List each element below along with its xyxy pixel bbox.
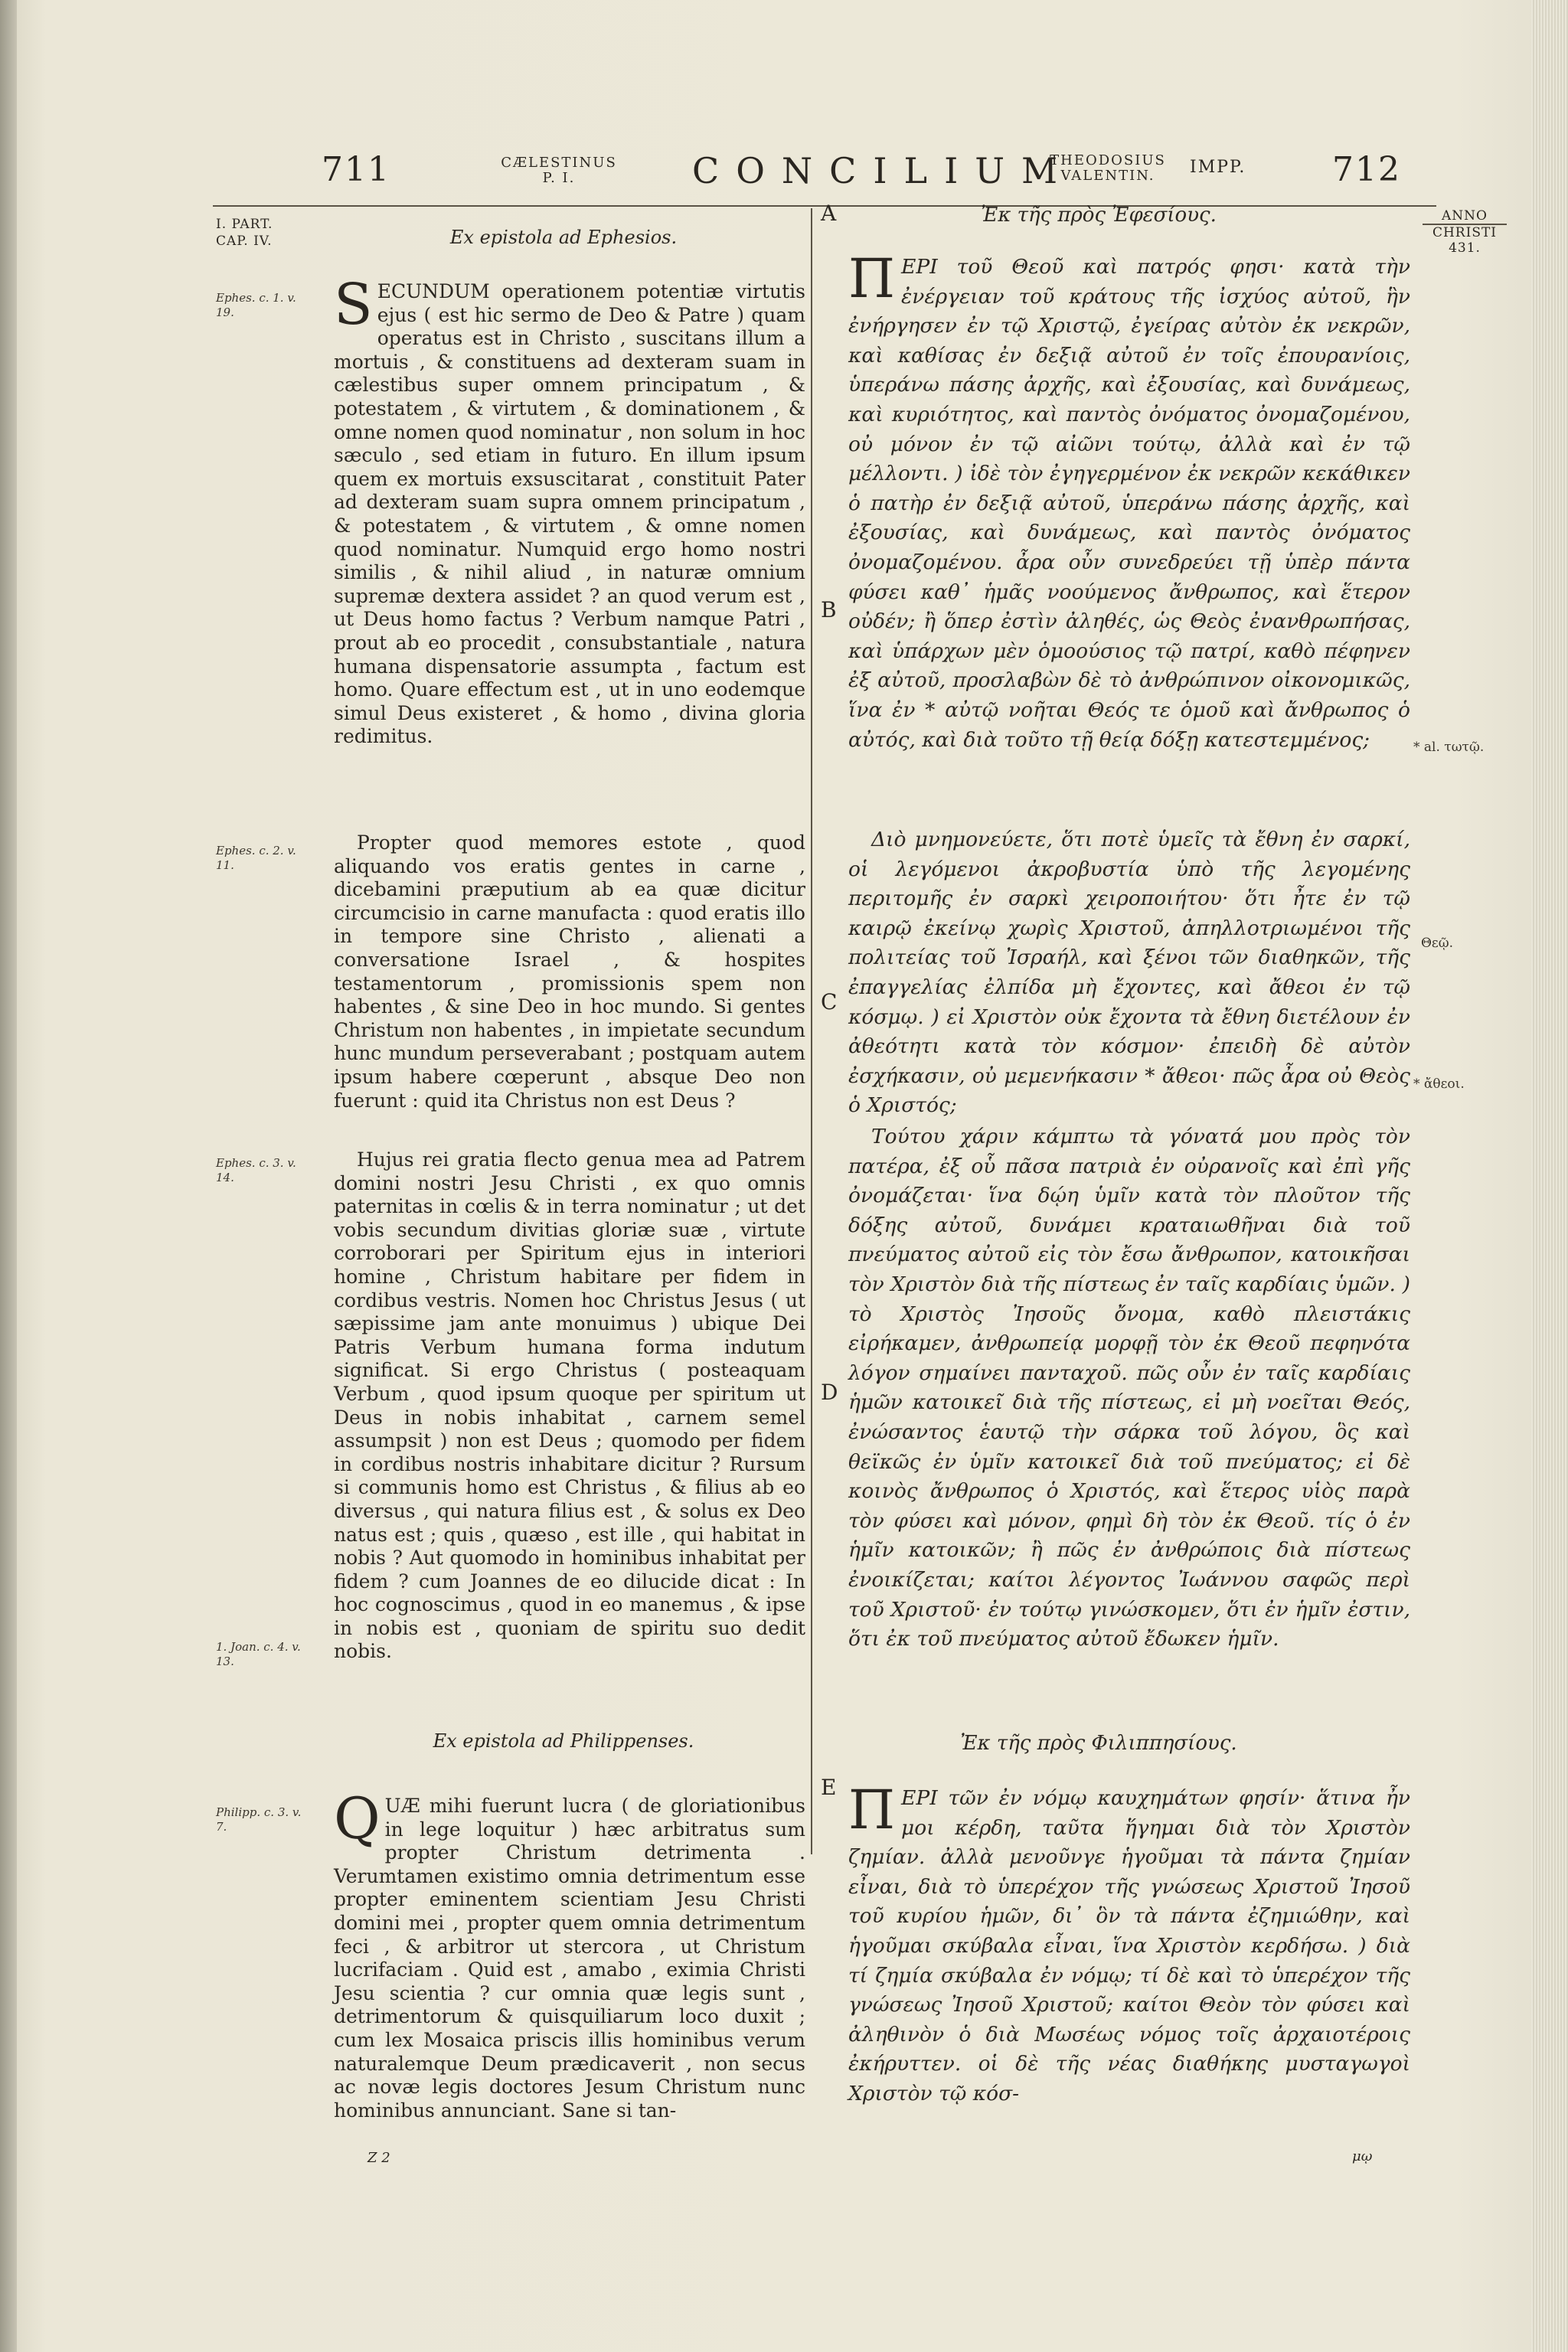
margin-note-ephes-2: Ephes. c. 2. v. 11. [216, 844, 296, 872]
margin-note-philipp: Philipp. c. 3. v. 7. [216, 1805, 302, 1834]
variant-note-1: * al. τωτῷ. [1413, 740, 1485, 755]
margin-note-ephes-1: Ephes. c. 1. v. 19. [216, 291, 296, 319]
valentin-label: VALENTIN. [1060, 168, 1155, 184]
chapter-label: CAP. IV. [216, 234, 273, 249]
greek-text-1: ΕΡΙ τοῦ Θεοῦ καὶ πατρός φησι· κατὰ τὴν ἐνέργειαν τοῦ κράτους τῆς ἰσχύος αὐτοῦ, ἣν ἐνήργησεν ἐν τῷ Χριστῷ, ἐγείρας αὐτὸν ἐκ νεκρῶν, καὶ καθίσας ἐν δεξιᾷ αὐτοῦ ἐν τοῖς ἐπουρανίοις, ὑπεράνω πάσης ἀρχῆς, καὶ ἐξουσίας, καὶ δυνάμεως, καὶ κυριότητος, καὶ παντὸς ὀνόματος ὀνομαζομένου, οὐ μόνον ἐν τῷ αἰῶνι τούτῳ, ἀλλὰ καὶ ἐν τῷ μέλλοντι. ) ἰδὲ τὸν ἐγηγερμένον ἐκ νεκρῶν κεκάθικεν ὁ πατὴρ ἐν δεξιᾷ αὐτοῦ, ὑπεράνω πάσης ἀρχῆς, καὶ ἐξουσίας, καὶ δυνάμεως, καὶ παντὸς ὀνόματος ὀνομαζομένου. ἆρα οὖν συνεδρεύει τῇ ὑπὲρ πάντα φύσει καθ᾽ ἡμᾶς νοούμενος ἄνθρωπος, καὶ ἕτερον οὐδέν; ἢ ὅπερ ἐστὶν ἀληθές, ὡς Θεὸς ἐνανθρωπήσας, καὶ ὑπάρχων μὲν ὁμοούσιος τῷ πατρί, καθὸ πέφηνεν ἐξ αὐτοῦ, προσλαβὼν δὲ τὸ ἀνθρώπινον οἰκονομικῶς, ἵνα ἐν * αὐτῷ νοῆται Θεός τε ὁμοῦ καὶ ἄνθρωπος ὁ αὐτός, καὶ διὰ τοῦτο τῇ θείᾳ δόξῃ κατεστεμμένος; [848, 255, 1410, 752]
latin-paragraph-3 [334, 1148, 805, 1664]
page-edges [1531, 0, 1568, 2352]
variant-note-2: Θεῷ. [1421, 936, 1454, 951]
latin-catchword: Z 2 [368, 2150, 390, 2166]
latin-text-3: Hujus rei gratia flecto genua mea ad Patrem domini nostri Jesu Christi , ex quo omnis paternitas in cœlis & in terra nominatur ; ut det vobis secundum divitias gloriæ suæ , virtute corroborari per Spiritum ejus in interiori homine , Christum habitare per fidem in cordibus vestris. Nomen hoc Christus Jesus ( ut sæpissime jam ante monuimus ) ubique Dei Patris Verbum humana forma indutum significat. Si ergo Christus ( posteaquam Verbum , quod ipsum quoque per spiritum ut Deus in nobis inhabitat , carnem semel assumpsit ) non est Deus ; quomodo per fidem in cordibus nostris inhabitare dicitur ? Rursum si communis homo est Christus , & filius ab eo diversus , qui natura filius est , & solus ex Deo natus est ; quis , quæso , est ille , qui habitat in nobis ? Aut quomodo in hominibus inhabitat per fidem ? cum Joannes de eo dilucide dicat : In hoc cognoscimus , quod in eo manemus , & ipse in nobis est , quoniam de spiritu suo dedit nobis. [334, 1148, 805, 1663]
greek-paragraph-1 [848, 247, 1410, 755]
latin-text-1: ECUNDUM operationem potentiæ virtutis ejus ( est hic sermo de Deo & Patre ) quam operatus est in Christo , suscitans illum a mortuis , & constituens ad dexteram suam in cælestibus super omnem principatum , & potestatem , & virtutem , & dominationem , & omne nomen quod nominatur , non solum in hoc sæculo , sed etiam in futuro. En illum ipsum quem ex mortuis exsuscitarat , constituit Pater ad dexteram suam supra omnem principatum , & potestatem , & virtutem , & omne nomen quod nominatur. Numquid ergo homo nostri similis , & nihil aliud , in naturæ omnium supremæ dextera assidet ? an quod verum est , ut Deus homo factus ? Verbum namque Patri , prout ab eo procedit , consubstantiale , natura humana dispensatorie assumpta , factum est homo. Quare effectum est , ut in uno eodemque simul Deus existeret , & homo , divina gloria redimitus. [334, 280, 805, 748]
greek-paragraph-3 [848, 1122, 1410, 1655]
greek-catchword: μῳ [1352, 2148, 1373, 2164]
book-spine [0, 0, 17, 2352]
theodosius-label: THEODOSIUS [1050, 152, 1166, 168]
christi-label: CHRISTI [1432, 225, 1498, 240]
anno-label: ANNO [1423, 208, 1507, 225]
greek-section-title-philippenses: Ἐκ τῆς πρὸς Φιλιππησίους. [960, 1732, 1237, 1755]
greek-paragraph-2 [848, 825, 1410, 1121]
page-title: CONCILIUM [692, 150, 1075, 191]
greek-section-title-ephesios: Ἐκ τῆς πρὸς Ἐφεσίους. [981, 204, 1217, 227]
section-letter-a: A [821, 201, 837, 226]
latin-dropcap-2: Q [334, 1786, 381, 1852]
section-letter-e: E [821, 1775, 837, 1800]
latin-text-2: Propter quod memores estote , quod aliquando vos eratis gentes in carne , dicebamini præputium ab ea quæ dicitur circumcisio in carne manufacta : quod eratis illo in tempore sine Christo , alienati a conversatione Israel , & hospites testamentorum , promissionis spem non habentes , & sine Deo in hoc mundo. Si gentes Christum non habentes , in impietate secundum hunc mundum perseverabant ; postquam autem ipsum habere cœperunt , absque Deo non fuerunt : quid ita Christus non est Deus ? [334, 831, 805, 1112]
margin-note-joan: 1. Joan. c. 4. v. 13. [216, 1640, 301, 1668]
greek-text-2: Διὸ μνημονεύετε, ὅτι ποτὲ ὑμεῖς τὰ ἔθνη ἐν σαρκί, οἱ λεγόμενοι ἀκροβυστία ὑπὸ τῆς λεγομένης περιτομῆς ἐν σαρκὶ χειροποιήτου· ὅτι ἦτε ἐν τῷ καιρῷ ἐκείνῳ χωρὶς Χριστοῦ, ἀπηλλοτριωμένοι τῆς πολιτείας τοῦ Ἰσραήλ, καὶ ξένοι τῶν διαθηκῶν, τῆς ἐπαγγελίας ἐλπίδα μὴ ἔχοντες, καὶ ἄθεοι ἐν τῷ κόσμῳ. ) εἰ Χριστὸν οὐκ ἔχοντα τὰ ἔθνη διετέλουν ἐν ἀθεότητι κατὰ τὸν κόσμον· ἐπειδὴ δὲ αὐτὸν ἐσχήκασιν, οὐ μεμενήκασιν * ἄθεοι· πῶς ἆρα οὐ Θεὸς ὁ Χριστός; [848, 828, 1410, 1118]
celestinus-sub: P. I. [542, 170, 576, 186]
header-theodosius [1035, 153, 1181, 184]
column-divider [811, 208, 812, 1854]
section-letter-c: C [821, 989, 838, 1014]
greek-dropcap-2: Π [848, 1779, 896, 1841]
latin-dropcap-1: S [334, 272, 373, 338]
latin-paragraph-1 [334, 272, 805, 749]
latin-paragraph-2 [334, 831, 805, 1112]
section-letter-b: B [821, 597, 837, 622]
greek-paragraph-4 [848, 1779, 1410, 2109]
latin-section-title-ephesios: Ex epistola ad Ephesios. [449, 227, 678, 248]
section-letter-d: D [821, 1380, 838, 1405]
part-chapter [216, 216, 273, 250]
latin-section-title-philippenses: Ex epistola ad Philippenses. [433, 1730, 694, 1752]
anno-christi [1423, 208, 1507, 256]
impp-label: IMPP. [1190, 158, 1246, 177]
greek-dropcap-1: Π [848, 247, 896, 310]
header-celestinus [490, 155, 628, 186]
variant-note-3: * ἄθεοι. [1413, 1076, 1465, 1092]
greek-text-4: ΕΡΙ τῶν ἐν νόμῳ καυχημάτων φησίν· ἅτινα ἦν μοι κέρδη, ταῦτα ἥγημαι διὰ τὸν Χριστὸν ζημίαν. ἀλλὰ μενοῦνγε ἡγοῦμαι τὰ πάντα ζημίαν εἶναι, διὰ τὸ ὑπερέχον τῆς γνώσεως Χριστοῦ Ἰησοῦ τοῦ κυρίου ἡμῶν, δι᾽ ὃν τὰ πάντα ἐζημιώθην, καὶ ἡγοῦμαι σκύβαλα εἶναι, ἵνα Χριστὸν κερδήσω. ) διὰ τί ζημία σκύβαλα ἐν νόμῳ; τί δὲ καὶ τὸ ὑπερέχον τῆς γνώσεως Ἰησοῦ Χριστοῦ; καίτοι Θεὸν τὸν φύσει καὶ ἀληθινὸν ὁ διὰ Μωσέως νόμος τοῖς ἀρχαιοτέροις ἐκήρυττεν. οἱ δὲ τῆς νέας διαθήκης μυσταγωγοὶ Χριστὸν τῷ κόσ- [848, 1786, 1410, 2105]
page-number-right: 712 [1332, 150, 1401, 189]
part-label: I. PART. [216, 217, 273, 232]
year-label: 431. [1449, 240, 1481, 256]
celestinus-label: CÆLESTINUS [501, 155, 617, 171]
latin-text-4: UÆ mihi fuerunt lucra ( de gloriationibus in lege loquitur ) hæc arbitratus sum propter Christum detrimenta . Verumtamen existimo omnia detrimentum esse propter eminentem scientiam Jesu Christi domini mei , propter quem omnia detrimentum feci , & arbitror ut stercora , ut Christum lucrifaciam . Quid est , amabo , eximia Christi Jesu scientia ? cur omnia quæ legis sunt , detrimentorum & quisquiliarum loco duxit ; cum lex Mosaica priscis illis hominibus verum naturalemque Deum prædicaverit , non secus ac novæ legis doctores Jesum Christum nunc hominibus annunciant. Sane si tan- [334, 1795, 805, 2122]
latin-paragraph-4 [334, 1786, 805, 2122]
page-number-left: 711 [322, 150, 390, 189]
margin-note-ephes-3: Ephes. c. 3. v. 14. [216, 1156, 296, 1184]
greek-text-3: Τούτου χάριν κάμπτω τὰ γόνατά μου πρὸς τὸν πατέρα, ἐξ οὗ πᾶσα πατριὰ ἐν οὐρανοῖς καὶ ἐπὶ γῆς ὀνομάζεται· ἵνα δῴη ὑμῖν κατὰ τὸν πλοῦτον τῆς δόξης αὐτοῦ, δυνάμει κραταιωθῆναι διὰ τοῦ πνεύματος αὐτοῦ εἰς τὸν ἔσω ἄνθρωπον, κατοικῆσαι τὸν Χριστὸν διὰ τῆς πίστεως ἐν ταῖς καρδίαις ὑμῶν. ) τὸ Χριστὸς Ἰησοῦς ὄνομα, καθὸ πλειστάκις εἰρήκαμεν, ἀνθρωπείᾳ μορφῇ τὸν ἐκ Θεοῦ πεφηνότα λόγον σημαίνει πανταχοῦ. πῶς οὖν ἐν ταῖς καρδίαις ἡμῶν κατοικεῖ διὰ τῆς πίστεως, εἰ μὴ νοεῖται Θεός, ἐνώσαντος ἑαυτῷ τὴν σάρκα τοῦ λόγου, ὃς καὶ θεϊκῶς ἐν ὑμῖν κατοικεῖ διὰ τοῦ πνεύματος; εἰ δὲ κοινὸς ἄνθρωπος ὁ Χριστός, καὶ ἕτερος υἱὸς παρὰ τὸν φύσει καὶ μόνον, φημὶ δὴ τὸν ἐκ Θεοῦ. τίς ὁ ἐν ἡμῖν κατοικῶν; ἢ πῶς ἐν ἀνθρώποις διὰ πίστεως ἐνοικίζεται; καίτοι λέγοντος Ἰωάννου σαφῶς περὶ τοῦ Χριστοῦ· ἐν τούτῳ γινώσκομεν, ὅτι ἐν ἡμῖν ἐστιν, ὅτι ἐκ τοῦ πνεύματος αὐτοῦ ἔδωκεν ἡμῖν. [848, 1125, 1410, 1651]
